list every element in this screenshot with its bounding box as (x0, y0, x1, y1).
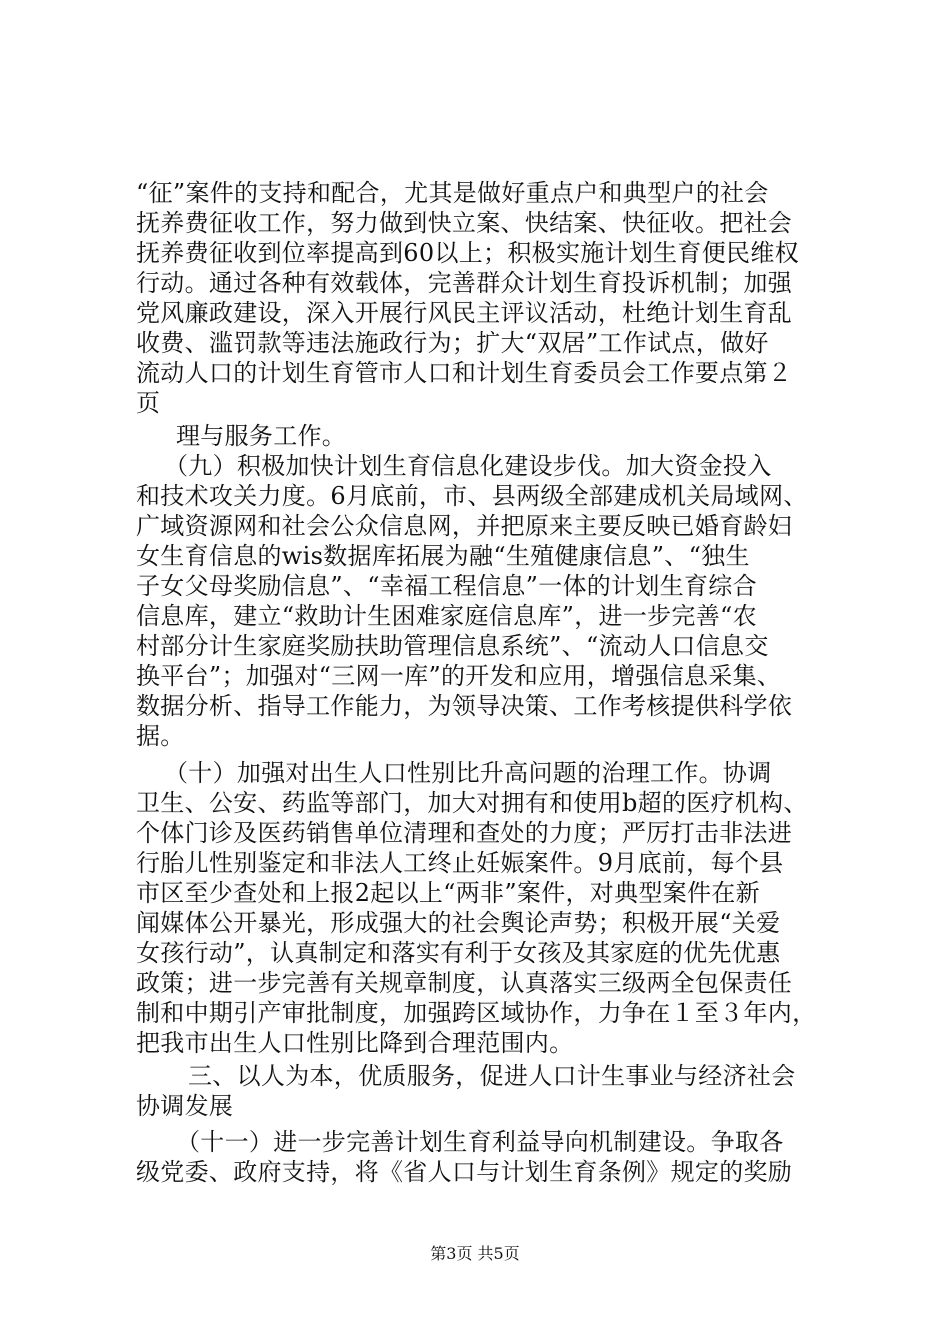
text-line: 子女父母奖励信息”、“幸福工程信息”一体的计划生育综合 (136, 572, 757, 600)
text-line: 理与服务工作。 (176, 422, 347, 450)
text-line: 流动人口的计划生育管市人口和计划生育委员会工作要点第２ (136, 359, 793, 387)
text-line: “征”案件的支持和配合，尤其是做好重点户和典型户的社会 (136, 179, 769, 207)
text-line: 级党委、政府支持，将《省人口与计划生育条例》规定的奖励 (136, 1158, 793, 1186)
text-line: 广域资源网和社会公众信息网，并把原来主要反映已婚育龄妇 (136, 512, 793, 540)
text-line: 个体门诊及医药销售单位清理和查处的力度；严厉打击非法进 (136, 819, 793, 847)
text-line: 政策；进一步完善有关规章制度，认真落实三级两全包保责任 (136, 969, 793, 997)
text-line: 制和中期引产审批制度，加强跨区域协作，力争在１至３年内， (136, 999, 817, 1027)
text-line: 党风廉政建设，深入开展行风民主评议活动，杜绝计划生育乱 (136, 299, 793, 327)
text-line: 和技术攻关力度。6月底前，市、县两级全部建成机关局域网、 (136, 482, 808, 510)
paragraph-heading: （十一）进一步完善计划生育利益导向机制建设。争取各 (176, 1128, 784, 1156)
text-line: 抚养费征收工作，努力做到快立案、快结案、快征收。把社会 (136, 209, 793, 237)
text-line: 女孩行动”，认真制定和落实有利于女孩及其家庭的优先优惠 (136, 939, 781, 967)
text-line: 村部分计生家庭奖励扶助管理信息系统”、“流动人口信息交 (136, 632, 769, 660)
text-line: 卫生、公安、药监等部门，加大对拥有和使用b超的医疗机构、 (136, 789, 808, 817)
paragraph-heading: （九）积极加快计划生育信息化建设步伐。加大资金投入 (164, 452, 772, 480)
text-line: 数据分析、指导工作能力，为领导决策、工作考核提供科学依 (136, 692, 793, 720)
page-footer: 第3页 共5页 (430, 1244, 520, 1263)
text-line: 市区至少查处和上报2起以上“两非”案件，对典型案件在新 (136, 879, 760, 907)
section-heading: 三、以人为本，优质服务，促进人口计生事业与经济社会 (188, 1062, 796, 1090)
text-line: 闻媒体公开暴光，形成强大的社会舆论声势；积极开展“关爱 (136, 909, 781, 937)
text-line: 收费、滥罚款等违法施政行为；扩大“双居”工作试点，做好 (136, 329, 769, 357)
text-line: 行动。通过各种有效载体，完善群众计划生育投诉机制；加强 (136, 269, 793, 297)
text-line: 据。 (136, 722, 185, 750)
text-line: 换平台”；加强对“三网一库”的开发和应用，增强信息采集、 (136, 662, 782, 690)
paragraph-heading: （十）加强对出生人口性别比升高问题的治理工作。协调 (164, 759, 772, 787)
text-line: 信息库，建立“救助计生困难家庭信息库”，进一步完善“农 (136, 602, 757, 630)
text-line: 页 (136, 389, 161, 417)
text-line: 女生育信息的wis数据库拓展为融“生殖健康信息”、“独生 (136, 542, 750, 570)
text-line: 协调发展 (136, 1092, 234, 1120)
text-line: 抚养费征收到位率提高到60以上；积极实施计划生育便民维权 (136, 239, 799, 267)
text-line: 把我市出生人口性别比降到合理范围内。 (136, 1029, 574, 1057)
text-line: 行胎儿性别鉴定和非法人工终止妊娠案件。9月底前，每个县 (136, 849, 784, 877)
